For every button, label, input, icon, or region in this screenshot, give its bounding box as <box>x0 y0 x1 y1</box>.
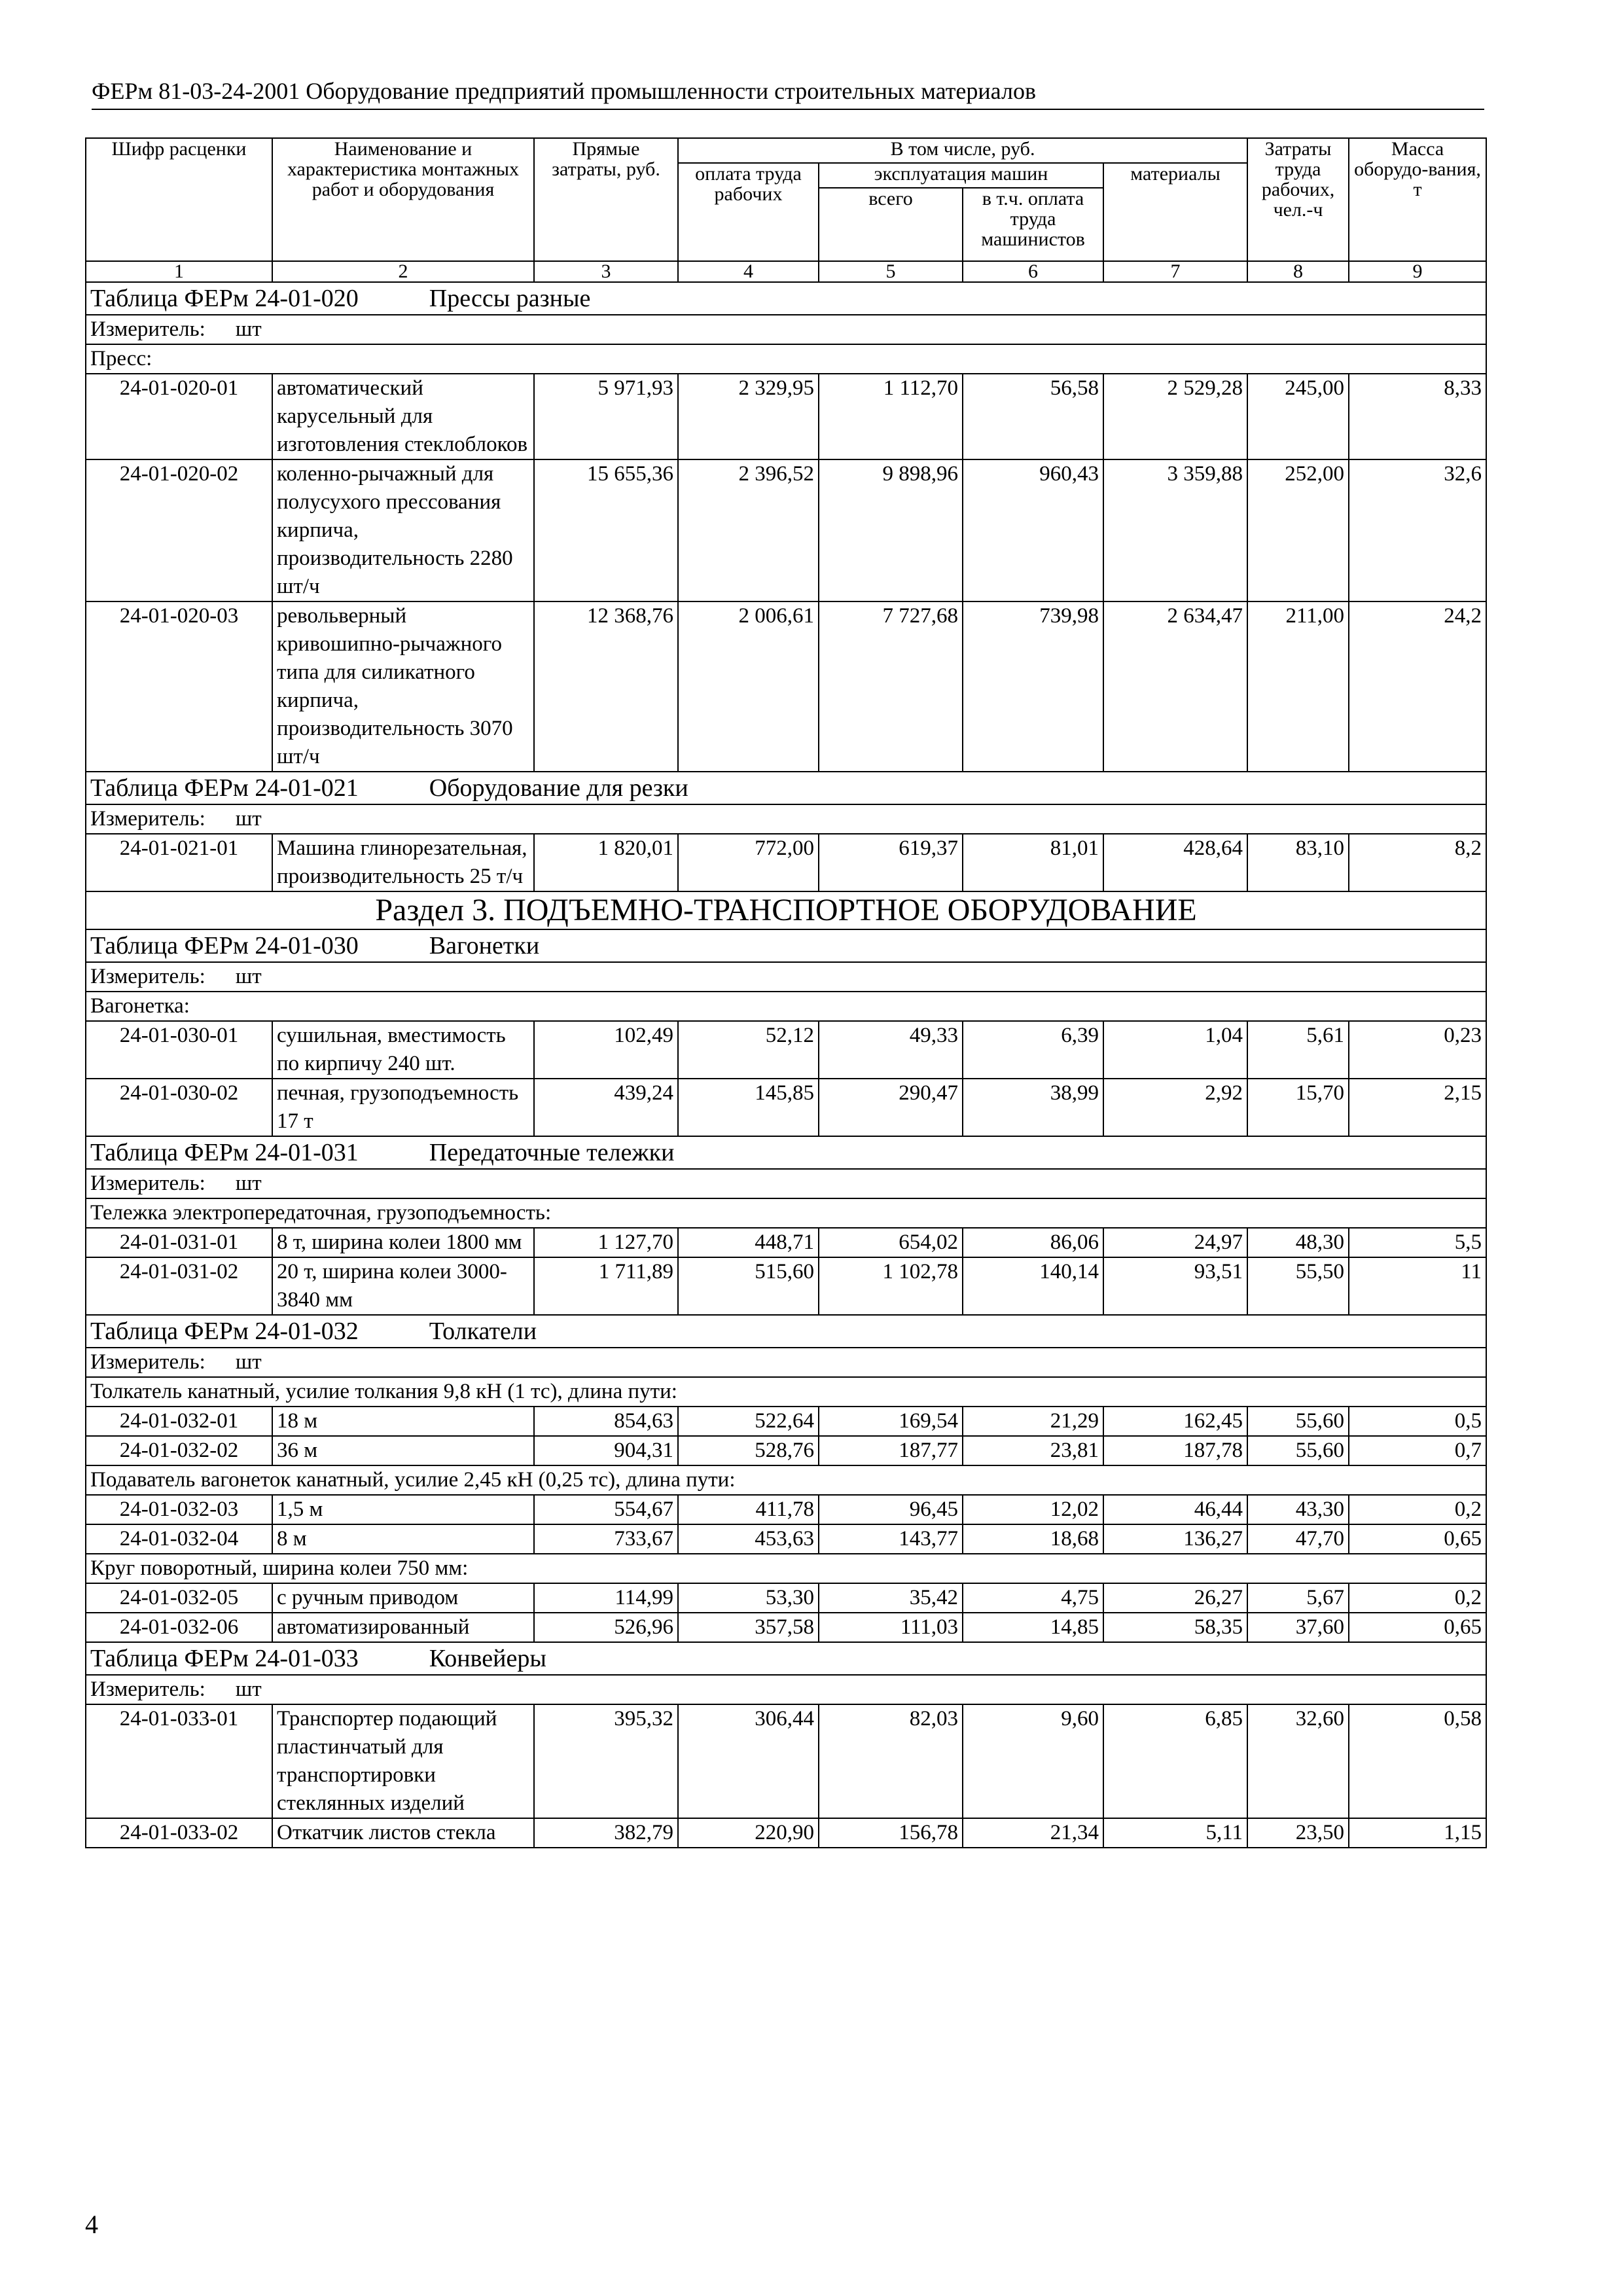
row-direct: 382,79 <box>534 1818 678 1848</box>
row-mass: 0,58 <box>1349 1704 1486 1818</box>
row-direct: 439,24 <box>534 1079 678 1136</box>
group-row <box>86 1465 1486 1495</box>
row-wages: 528,76 <box>678 1436 819 1465</box>
row-materials: 136,27 <box>1103 1524 1247 1554</box>
row-machinists: 14,85 <box>963 1613 1103 1642</box>
table-label: Таблица ФЕРм 24-01-032 <box>90 1318 359 1345</box>
table-row <box>86 1613 1486 1642</box>
col-header-machinists: в т.ч. оплата труда машинистов <box>963 188 1103 261</box>
row-mass: 1,15 <box>1349 1818 1486 1848</box>
row-code: 24-01-032-04 <box>86 1524 272 1554</box>
column-number: 7 <box>1103 261 1247 282</box>
row-labor: 245,00 <box>1247 374 1349 459</box>
table-title-row <box>86 282 1486 315</box>
measure-row <box>86 1348 1486 1377</box>
row-labor: 15,70 <box>1247 1079 1349 1136</box>
table-label: Таблица ФЕРм 24-01-020 <box>90 285 359 312</box>
row-wages: 522,64 <box>678 1407 819 1436</box>
row-materials: 428,64 <box>1103 834 1247 891</box>
table-row <box>86 834 1486 891</box>
row-machines: 7 727,68 <box>819 601 963 772</box>
group-row <box>86 1198 1486 1228</box>
row-labor: 5,61 <box>1247 1021 1349 1079</box>
row-direct: 554,67 <box>534 1495 678 1524</box>
row-labor: 55,60 <box>1247 1407 1349 1436</box>
column-numbers-row <box>86 261 1486 282</box>
row-machinists: 38,99 <box>963 1079 1103 1136</box>
row-labor: 5,67 <box>1247 1583 1349 1613</box>
measure-label: Измеритель: <box>90 807 205 831</box>
col-header-wages: оплата труда рабочих <box>678 163 819 261</box>
row-machinists: 140,14 <box>963 1257 1103 1315</box>
row-mass: 0,23 <box>1349 1021 1486 1079</box>
column-number: 4 <box>678 261 819 282</box>
table-row <box>86 1524 1486 1554</box>
table-title: Передаточные тележки <box>429 1139 675 1166</box>
measure-label: Измеритель: <box>90 965 205 988</box>
table-title-row <box>86 772 1486 804</box>
group-label: Толкатель канатный, усилие толкания 9,8 кН (1 тс), длина пути: <box>86 1377 1486 1407</box>
measure-row <box>86 1675 1486 1704</box>
row-machinists: 56,58 <box>963 374 1103 459</box>
row-code: 24-01-033-01 <box>86 1704 272 1818</box>
row-machines: 156,78 <box>819 1818 963 1848</box>
row-machinists: 21,34 <box>963 1818 1103 1848</box>
row-code: 24-01-030-02 <box>86 1079 272 1136</box>
row-machinists: 12,02 <box>963 1495 1103 1524</box>
table-title: Конвейеры <box>429 1645 546 1672</box>
row-name: Машина глинорезательная, производительность 25 т/ч <box>272 834 534 891</box>
row-name: 18 м <box>272 1407 534 1436</box>
row-wages: 145,85 <box>678 1079 819 1136</box>
column-number: 2 <box>272 261 534 282</box>
group-label: Пресс: <box>86 344 1486 374</box>
table-title-row <box>86 1642 1486 1675</box>
row-wages: 448,71 <box>678 1228 819 1257</box>
row-direct: 1 127,70 <box>534 1228 678 1257</box>
row-machinists: 9,60 <box>963 1704 1103 1818</box>
row-labor: 252,00 <box>1247 459 1349 601</box>
row-code: 24-01-032-01 <box>86 1407 272 1436</box>
row-name: 8 м <box>272 1524 534 1554</box>
row-machinists: 23,81 <box>963 1436 1103 1465</box>
table-row <box>86 1818 1486 1848</box>
row-labor: 43,30 <box>1247 1495 1349 1524</box>
col-header-direct: Прямые затраты, руб. <box>534 138 678 261</box>
group-label: Круг поворотный, ширина колеи 750 мм: <box>86 1554 1486 1583</box>
table-row <box>86 1704 1486 1818</box>
row-direct: 12 368,76 <box>534 601 678 772</box>
row-direct: 15 655,36 <box>534 459 678 601</box>
row-materials: 1,04 <box>1103 1021 1247 1079</box>
row-code: 24-01-031-02 <box>86 1257 272 1315</box>
table-row <box>86 1407 1486 1436</box>
column-number: 6 <box>963 261 1103 282</box>
row-mass: 0,2 <box>1349 1495 1486 1524</box>
table-row <box>86 1228 1486 1257</box>
row-materials: 2,92 <box>1103 1079 1247 1136</box>
row-materials: 93,51 <box>1103 1257 1247 1315</box>
group-label: Подаватель вагонеток канатный, усилие 2,45 кН (0,25 тс), длина пути: <box>86 1465 1486 1495</box>
table-label: Таблица ФЕРм 24-01-031 <box>90 1139 359 1166</box>
row-wages: 2 006,61 <box>678 601 819 772</box>
row-direct: 904,31 <box>534 1436 678 1465</box>
row-materials: 24,97 <box>1103 1228 1247 1257</box>
col-header-labor: Затраты труда рабочих, чел.-ч <box>1247 138 1349 261</box>
row-wages: 515,60 <box>678 1257 819 1315</box>
row-materials: 26,27 <box>1103 1583 1247 1613</box>
col-header-machines: эксплуатация машин <box>819 163 1103 188</box>
row-wages: 306,44 <box>678 1704 819 1818</box>
row-direct: 395,32 <box>534 1704 678 1818</box>
row-materials: 46,44 <box>1103 1495 1247 1524</box>
table-row <box>86 1495 1486 1524</box>
price-table <box>85 137 1487 1848</box>
group-row <box>86 992 1486 1021</box>
table-label: Таблица ФЕРм 24-01-030 <box>90 932 359 960</box>
row-machines: 96,45 <box>819 1495 963 1524</box>
table-label: Таблица ФЕРм 24-01-033 <box>90 1645 359 1672</box>
row-code: 24-01-032-03 <box>86 1495 272 1524</box>
row-direct: 1 820,01 <box>534 834 678 891</box>
row-mass: 24,2 <box>1349 601 1486 772</box>
col-header-machines-total: всего <box>819 188 963 261</box>
row-name: Транспортер подающий пластинчатый для транспортировки стеклянных изделий <box>272 1704 534 1818</box>
row-wages: 53,30 <box>678 1583 819 1613</box>
measure-label: Измеритель: <box>90 1350 205 1374</box>
row-mass: 0,65 <box>1349 1613 1486 1642</box>
row-machines: 49,33 <box>819 1021 963 1079</box>
row-mass: 11 <box>1349 1257 1486 1315</box>
row-mass: 0,7 <box>1349 1436 1486 1465</box>
row-code: 24-01-032-02 <box>86 1436 272 1465</box>
table-row <box>86 601 1486 772</box>
table-title-row <box>86 1315 1486 1348</box>
row-name: Откатчик листов стекла <box>272 1818 534 1848</box>
section-row <box>86 891 1486 929</box>
column-number: 3 <box>534 261 678 282</box>
measure-unit: шт <box>235 317 262 341</box>
column-number: 1 <box>86 261 272 282</box>
section-title: Раздел 3. ПОДЪЕМНО-ТРАНСПОРТНОЕ ОБОРУДОВАНИЕ <box>86 891 1486 929</box>
row-materials: 2 529,28 <box>1103 374 1247 459</box>
row-name: автоматизированный <box>272 1613 534 1642</box>
col-header-including: В том числе, руб. <box>678 138 1247 163</box>
row-machinists: 739,98 <box>963 601 1103 772</box>
row-direct: 114,99 <box>534 1583 678 1613</box>
row-labor: 211,00 <box>1247 601 1349 772</box>
row-name: 36 м <box>272 1436 534 1465</box>
row-labor: 37,60 <box>1247 1613 1349 1642</box>
row-mass: 0,2 <box>1349 1583 1486 1613</box>
row-direct: 102,49 <box>534 1021 678 1079</box>
row-materials: 58,35 <box>1103 1613 1247 1642</box>
table-row <box>86 1257 1486 1315</box>
row-mass: 5,5 <box>1349 1228 1486 1257</box>
group-row <box>86 1377 1486 1407</box>
row-mass: 0,65 <box>1349 1524 1486 1554</box>
row-code: 24-01-021-01 <box>86 834 272 891</box>
measure-unit: шт <box>235 1172 262 1195</box>
col-header-code: Шифр расценки <box>86 138 272 261</box>
row-code: 24-01-030-01 <box>86 1021 272 1079</box>
row-name: 1,5 м <box>272 1495 534 1524</box>
row-name: сушильная, вместимость по кирпичу 240 шт. <box>272 1021 534 1079</box>
col-header-name: Наименование и характеристика монтажных работ и оборудования <box>272 138 534 261</box>
page-header-title: ФЕРм 81-03-24-2001 Оборудование предприятий промышленности строительных материалов <box>92 77 1484 110</box>
row-direct: 733,67 <box>534 1524 678 1554</box>
group-label: Вагонетка: <box>86 992 1486 1021</box>
row-labor: 83,10 <box>1247 834 1349 891</box>
row-machines: 1 112,70 <box>819 374 963 459</box>
row-wages: 411,78 <box>678 1495 819 1524</box>
table-title: Толкатели <box>429 1318 537 1345</box>
row-labor: 48,30 <box>1247 1228 1349 1257</box>
row-direct: 526,96 <box>534 1613 678 1642</box>
measure-label: Измеритель: <box>90 1172 205 1195</box>
row-materials: 187,78 <box>1103 1436 1247 1465</box>
row-materials: 2 634,47 <box>1103 601 1247 772</box>
page-number: 4 <box>85 2210 98 2239</box>
measure-row <box>86 962 1486 992</box>
row-machinists: 18,68 <box>963 1524 1103 1554</box>
measure-unit: шт <box>235 1350 262 1374</box>
row-machines: 9 898,96 <box>819 459 963 601</box>
group-label: Тележка электропередаточная, грузоподъемность: <box>86 1198 1486 1228</box>
row-direct: 1 711,89 <box>534 1257 678 1315</box>
row-mass: 8,33 <box>1349 374 1486 459</box>
table-row <box>86 1021 1486 1079</box>
measure-unit: шт <box>235 807 262 831</box>
row-materials: 6,85 <box>1103 1704 1247 1818</box>
row-wages: 2 329,95 <box>678 374 819 459</box>
row-code: 24-01-033-02 <box>86 1818 272 1848</box>
table-label: Таблица ФЕРм 24-01-021 <box>90 774 359 802</box>
row-labor: 55,50 <box>1247 1257 1349 1315</box>
group-row <box>86 344 1486 374</box>
row-direct: 5 971,93 <box>534 374 678 459</box>
table-title: Прессы разные <box>429 285 591 312</box>
measure-label: Измеритель: <box>90 317 205 341</box>
column-number: 8 <box>1247 261 1349 282</box>
row-labor: 23,50 <box>1247 1818 1349 1848</box>
row-mass: 32,6 <box>1349 459 1486 601</box>
row-labor: 47,70 <box>1247 1524 1349 1554</box>
table-title-row <box>86 1136 1486 1169</box>
row-wages: 2 396,52 <box>678 459 819 601</box>
row-code: 24-01-020-02 <box>86 459 272 601</box>
row-name: печная, грузоподъемность 17 т <box>272 1079 534 1136</box>
row-machinists: 86,06 <box>963 1228 1103 1257</box>
row-wages: 52,12 <box>678 1021 819 1079</box>
row-machinists: 6,39 <box>963 1021 1103 1079</box>
row-machines: 1 102,78 <box>819 1257 963 1315</box>
row-machinists: 81,01 <box>963 834 1103 891</box>
col-header-mass: Масса оборудо-вания, т <box>1349 138 1486 261</box>
row-name: 8 т, ширина колеи 1800 мм <box>272 1228 534 1257</box>
row-machines: 111,03 <box>819 1613 963 1642</box>
row-materials: 3 359,88 <box>1103 459 1247 601</box>
measure-unit: шт <box>235 1677 262 1701</box>
row-name: 20 т, ширина колеи 3000-3840 мм <box>272 1257 534 1315</box>
measure-row <box>86 804 1486 834</box>
row-machines: 82,03 <box>819 1704 963 1818</box>
row-wages: 772,00 <box>678 834 819 891</box>
row-machines: 290,47 <box>819 1079 963 1136</box>
table-row <box>86 1079 1486 1136</box>
row-machines: 654,02 <box>819 1228 963 1257</box>
row-mass: 0,5 <box>1349 1407 1486 1436</box>
row-labor: 55,60 <box>1247 1436 1349 1465</box>
row-labor: 32,60 <box>1247 1704 1349 1818</box>
row-machines: 35,42 <box>819 1583 963 1613</box>
row-code: 24-01-032-05 <box>86 1583 272 1613</box>
row-materials: 5,11 <box>1103 1818 1247 1848</box>
row-code: 24-01-020-03 <box>86 601 272 772</box>
measure-label: Измеритель: <box>90 1677 205 1701</box>
measure-row <box>86 315 1486 344</box>
row-code: 24-01-020-01 <box>86 374 272 459</box>
table-title-row <box>86 929 1486 962</box>
row-code: 24-01-031-01 <box>86 1228 272 1257</box>
row-mass: 8,2 <box>1349 834 1486 891</box>
row-name: револьверный кривошипно-рычажного типа для силикатного кирпича, производительность 3070 шт/ч <box>272 601 534 772</box>
row-name: коленно-рычажный для полусухого прессования кирпича, производительность 2280 шт/ч <box>272 459 534 601</box>
table-title: Вагонетки <box>429 932 540 960</box>
row-mass: 2,15 <box>1349 1079 1486 1136</box>
row-machinists: 4,75 <box>963 1583 1103 1613</box>
column-number: 9 <box>1349 261 1486 282</box>
row-machines: 143,77 <box>819 1524 963 1554</box>
measure-unit: шт <box>235 965 262 988</box>
table-row <box>86 374 1486 459</box>
column-number: 5 <box>819 261 963 282</box>
row-direct: 854,63 <box>534 1407 678 1436</box>
group-row <box>86 1554 1486 1583</box>
row-wages: 453,63 <box>678 1524 819 1554</box>
row-machines: 619,37 <box>819 834 963 891</box>
row-machines: 187,77 <box>819 1436 963 1465</box>
row-wages: 357,58 <box>678 1613 819 1642</box>
row-name: автоматический карусельный для изготовления стеклоблоков <box>272 374 534 459</box>
row-wages: 220,90 <box>678 1818 819 1848</box>
row-name: с ручным приводом <box>272 1583 534 1613</box>
row-machines: 169,54 <box>819 1407 963 1436</box>
table-row <box>86 459 1486 601</box>
measure-row <box>86 1169 1486 1198</box>
col-header-materials: материалы <box>1103 163 1247 261</box>
table-row <box>86 1583 1486 1613</box>
table-title: Оборудование для резки <box>429 774 688 802</box>
row-materials: 162,45 <box>1103 1407 1247 1436</box>
row-machinists: 960,43 <box>963 459 1103 601</box>
table-row <box>86 1436 1486 1465</box>
row-code: 24-01-032-06 <box>86 1613 272 1642</box>
row-machinists: 21,29 <box>963 1407 1103 1436</box>
